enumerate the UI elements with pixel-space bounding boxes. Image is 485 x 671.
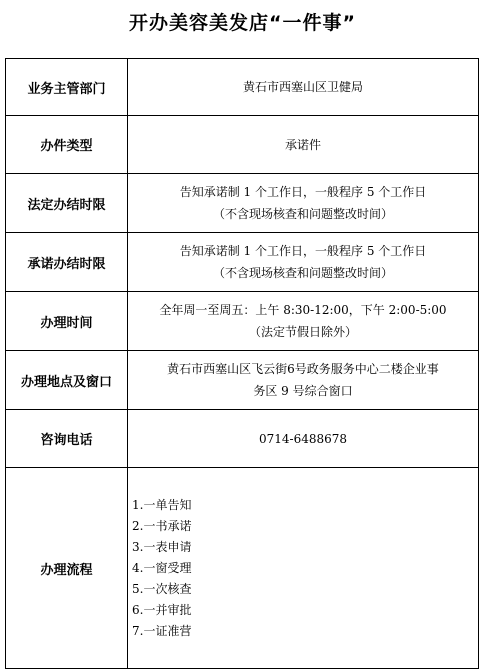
info-table (5, 58, 479, 669)
row-label: 承诺办结时限 (6, 233, 128, 292)
process-step: 2.一书承诺 (132, 518, 192, 533)
phone-number: 0714-6488678 (258, 431, 348, 446)
value-line: 全年周一至周五：上午 8:30-12:00，下午 2:00-5:00 (159, 303, 447, 317)
value-line: 黄石市西塞山区飞云街6号政务服务中心二楼企业事 (167, 362, 439, 376)
table-row-promised-time-limit (6, 233, 479, 292)
row-value (128, 116, 479, 174)
table-row-phone (6, 410, 479, 468)
process-step: 1.一单告知 (132, 497, 192, 512)
value-line: 务区 9 号综合窗口 (253, 384, 353, 398)
process-step: 7.一证准营 (132, 623, 192, 638)
value-line: （不含现场核查和问题整改时间） (212, 207, 393, 221)
value-line: （法定节假日除外） (248, 325, 357, 339)
value-line: 告知承诺制 1 个工作日，一般程序 5 个工作日 (179, 244, 427, 258)
table-row-case-type (6, 116, 479, 174)
process-step: 5.一次核查 (132, 581, 192, 596)
row-label: 办理地点及窗口 (6, 351, 128, 410)
row-label: 办理时间 (6, 292, 128, 351)
process-step: 6.一并审批 (132, 602, 192, 617)
row-label: 业务主管部门 (6, 59, 128, 116)
value-line: 黄石市西塞山区卫健局 (242, 80, 363, 94)
row-value (128, 351, 479, 410)
row-label: 法定办结时限 (6, 174, 128, 233)
table-row-location (6, 351, 479, 410)
row-value (128, 174, 479, 233)
row-value (128, 59, 479, 116)
row-value (128, 292, 479, 351)
table-row-legal-time-limit (6, 174, 479, 233)
value-line: （不含现场核查和问题整改时间） (212, 266, 393, 280)
row-label: 咨询电话 (6, 410, 128, 468)
table-row-department (6, 59, 479, 116)
row-value (128, 410, 479, 468)
table-row-office-hours (6, 292, 479, 351)
process-steps (128, 468, 479, 669)
process-step: 3.一表申请 (132, 539, 192, 554)
page-title: 开办美容美发店“一件事” (129, 12, 356, 34)
row-value (128, 233, 479, 292)
row-label: 办件类型 (6, 116, 128, 174)
value-line: 承诺件 (284, 137, 321, 152)
row-label: 办理流程 (6, 468, 128, 669)
process-step: 4.一窗受理 (132, 560, 192, 575)
value-line: 告知承诺制 1 个工作日，一般程序 5 个工作日 (179, 185, 427, 199)
table-row-process (6, 468, 479, 669)
